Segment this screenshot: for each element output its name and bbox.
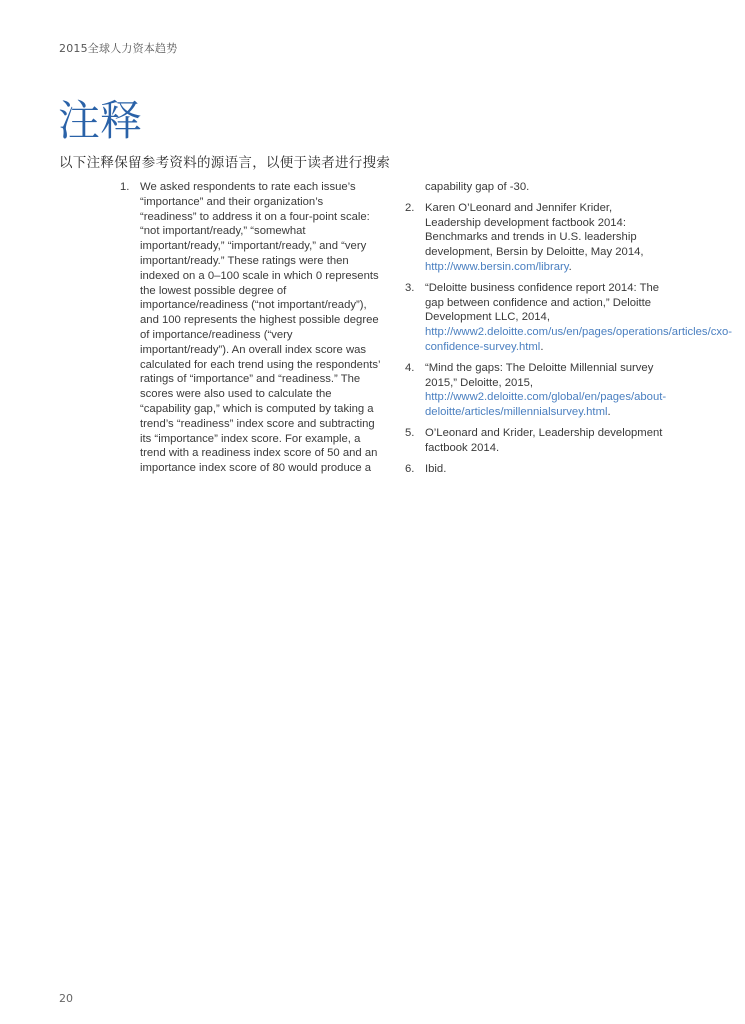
note-link[interactable]: http://www2.deloitte.com/us/en/pages/operations/articles/cxo-confidence-survey.html <box>425 326 733 353</box>
note-number: 2. <box>405 201 415 214</box>
note-number: 6. <box>405 462 415 475</box>
page-subtitle: 以下注释保留参考资料的源语言，以便于读者进行搜索 <box>59 155 391 171</box>
note-number: 5. <box>405 426 415 439</box>
note-4 <box>405 361 667 420</box>
note-number: 4. <box>405 361 415 374</box>
note-text: O’Leonard and Krider, Leadership development factbook 2014. <box>425 426 663 454</box>
note-text: “Mind the gaps: The Deloitte Millennial survey 2015,” Deloitte, 2015, <box>425 361 654 389</box>
note-text: Karen O’Leonard and Jennifer Krider, Leadership development factbook 2014: Benchmarks and trends in U.S. leadership development, Bersin by Deloitte, May 2014, <box>425 201 644 259</box>
note-number: 3. <box>405 281 415 294</box>
note-3 <box>405 281 733 355</box>
note-text: Ibid. <box>425 462 447 475</box>
note-link[interactable]: http://www2.deloitte.com/global/en/pages/about-deloitte/articles/millennialsurvey.html <box>425 391 667 419</box>
note-5 <box>405 426 667 456</box>
page-number: 20 <box>59 992 73 1005</box>
notes-column-right <box>405 180 733 482</box>
note-2 <box>405 201 667 275</box>
page-title: 注释 <box>58 96 143 145</box>
note-link[interactable]: http://www.bersin.com/library <box>425 260 569 273</box>
note-number: 1. <box>120 181 130 193</box>
note-6 <box>405 462 667 477</box>
note-text: “Deloitte business confidence report 2014: The gap between confidence and action,” Deloitte Development LLC, 2014, <box>425 281 660 324</box>
notes-column-left <box>120 180 382 482</box>
running-header: 2015全球人力资本趋势 <box>59 42 178 55</box>
note-text-end: . <box>540 340 544 353</box>
note-text-end: . <box>568 260 572 273</box>
note-text-end: . <box>607 406 611 419</box>
note-1 <box>120 180 382 476</box>
note-text: We asked respondents to rate each issue’s “importance” and their organization’s “readiness” to address it on a four-point scale: “not important/ready,” “somewhat important/ready,” “important/ready,” and “very important/ready.” These ratings were then indexed on a 0–100 scale in which 0 represents the lowest possible degree of importance/readiness (“not important/ready”), and 100 represents the highest possible degree of importance/readiness (“very important/ready”). An overall index score was calculated for each trend using the respondents’ ratings of “importance” and “readiness.” The scores were also used to calculate the “capability gap,” which is computed by taking a trend’s “readiness” index score and subtracting its “importance” index score. For example, a trend with a readiness index score of 50 and an importance index score of 80 would produce a <box>140 181 381 475</box>
note-1-continuation: capability gap of -30. <box>425 181 530 193</box>
